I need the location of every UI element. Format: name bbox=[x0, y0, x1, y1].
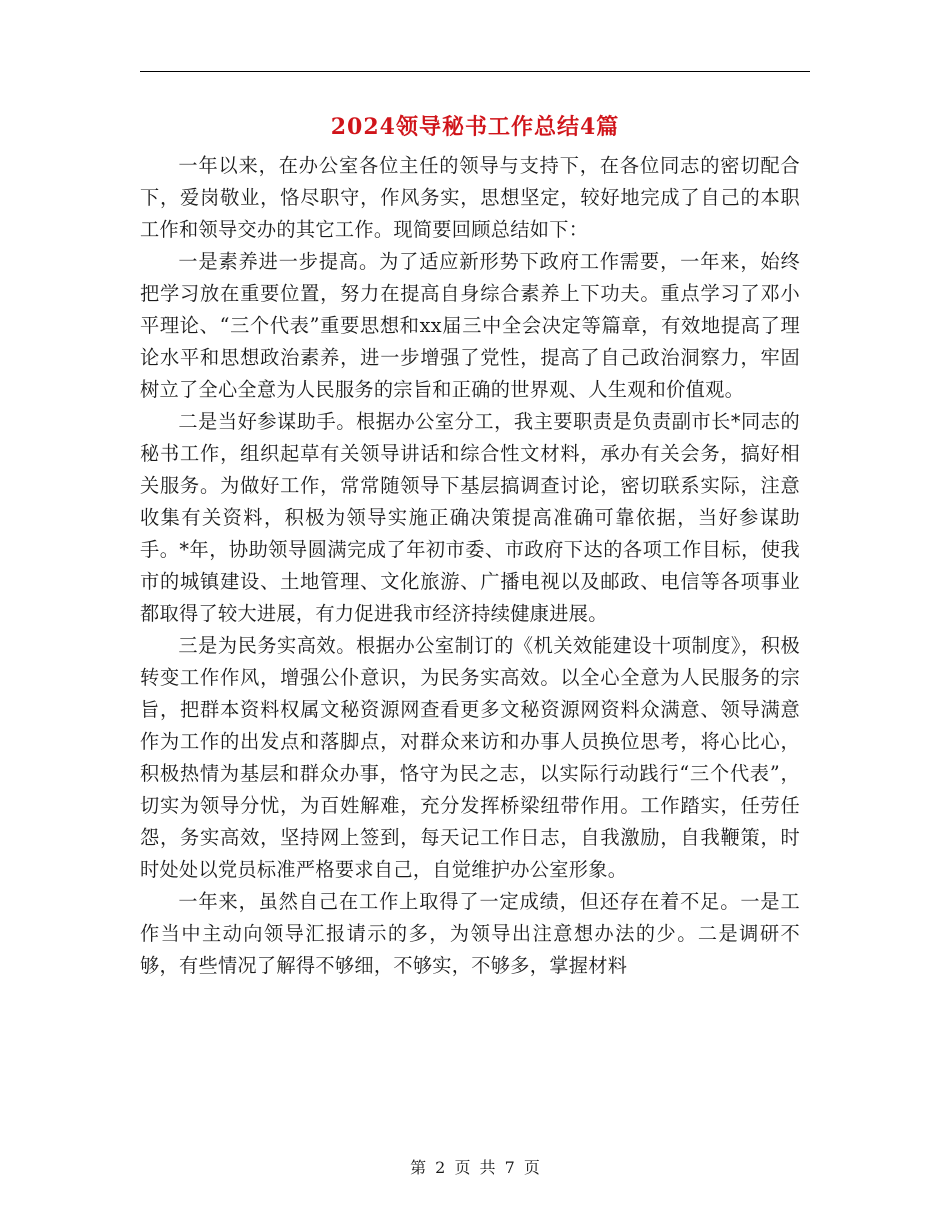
document-body bbox=[140, 150, 800, 982]
paragraph: 一年来，虽然自己在工作上取得了一定成绩，但还存在着不足。一是工作当中主动向领导汇报请示的多，为领导出注意想办法的少。二是调研不够，有些情况了解得不够细，不够实，不够多，掌握材料 bbox=[140, 890, 800, 977]
header-rule bbox=[140, 71, 810, 72]
paragraph: 二是当好参谋助手。根据办公室分工，我主要职责是负责副市长*同志的秘书工作，组织起草有关领导讲话和综合性文材料，承办有关会务，搞好相关服务。为做好工作，常常随领导下基层搞调查讨论，密切联系实际，注意收集有关资料，积极为领导实施正确决策提高准确可靠依据，当好参谋助手。*年，协助领导圆满完成了年初市委、市政府下达的各项工作目标，使我市的城镇建设、土地管理、文化旅游、广播电视以及邮政、电信等各项事业都取得了较大进展，有力促进我市经济持续健康进展。 bbox=[140, 410, 800, 625]
paragraph: 一年以来，在办公室各位主任的领导与支持下，在各位同志的密切配合下，爱岗敬业，恪尽职守，作风务实，思想坚定，较好地完成了自己的本职工作和领导交办的其它工作。现简要回顾总结如下： bbox=[140, 154, 800, 241]
page-number: 第 2 页 共 7 页 bbox=[410, 1158, 540, 1177]
document-title: 2024领导秘书工作总结4篇 bbox=[330, 114, 620, 140]
paragraph: 三是为民务实高效。根据办公室制订的《机关效能建设十项制度》，积极转变工作作风，增强公仆意识，为民务实高效。以全心全意为人民服务的宗旨，把群本资料权属文秘资源网查看更多文秘资源网资料众满意、领导满意作为工作的出发点和落脚点，对群众来访和办事人员换位思考，将心比心，积极热情为基层和群众办事，恪守为民之志，以实际行动践行“三个代表”，切实为领导分忧，为百姓解难，充分发挥桥梁纽带作用。工作踏实，任劳任怨，务实高效，坚持网上签到，每天记工作日志，自我激励，自我鞭策，时时处处以党员标准严格要求自己，自觉维护办公室形象。 bbox=[140, 634, 800, 881]
paragraph: 一是素养进一步提高。为了适应新形势下政府工作需要，一年来，始终把学习放在重要位置，努力在提高自身综合素养上下功夫。重点学习了邓小平理论、“三个代表”重要思想和xx届三中全会决定等篇章，有效地提高了理论水平和思想政治素养，进一步增强了党性，提高了自己政治洞察力，牢固树立了全心全意为人民服务的宗旨和正确的世界观、人生观和价值观。 bbox=[140, 250, 800, 401]
